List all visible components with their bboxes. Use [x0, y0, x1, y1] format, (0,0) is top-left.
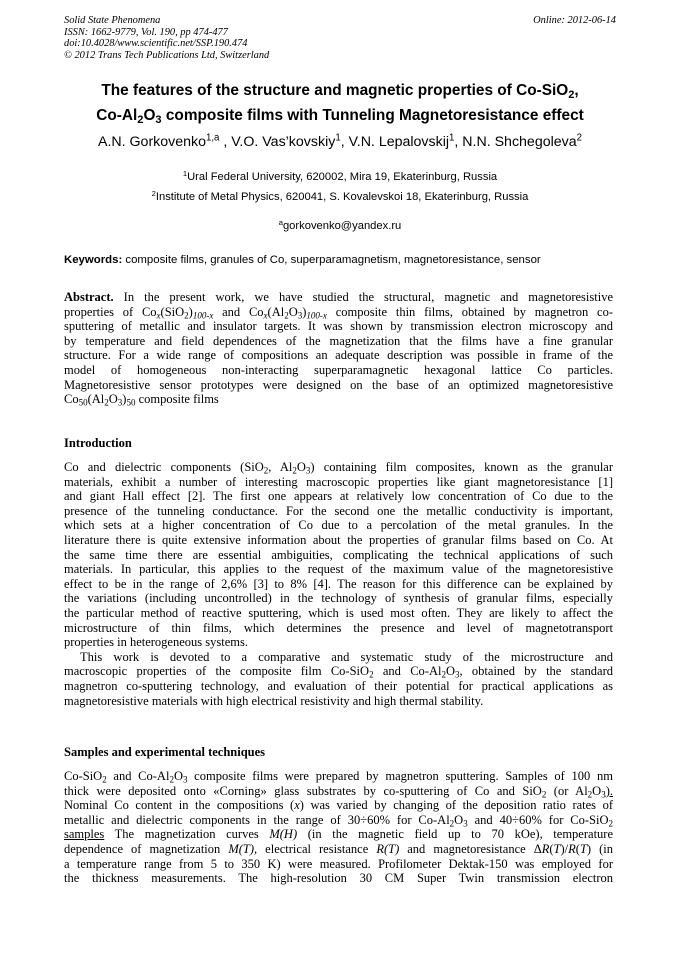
text-line: the same time there are essential ambiguities, complicating the technical applications of such: [64, 547, 613, 562]
text-line: literature there is quite extensive information about the properties of granular films based on Co. At: [64, 532, 613, 547]
author-email[interactable]: $^a$gorkovenko@yandex.ru: [278, 217, 402, 232]
text-line: structure. For a wide range of compositions an adequate description was possible in frame of the: [64, 348, 613, 363]
text-line: dependence of magnetization M(T), electrical resistance R(T) and magnetoresistance ΔR(T)/R(T) (in: [64, 841, 613, 856]
text-line: $Co_{50}(Al_2O_3)_{50}$ composite films: [64, 392, 219, 408]
section-heading-introduction: Introduction: [64, 436, 132, 450]
text-line: effect to be in the range of 2,6% [3] to 8% [4]. The reason for this difference can be explained by: [64, 576, 613, 591]
journal-header: [64, 15, 616, 61]
introduction-paragraph: [64, 460, 613, 708]
journal-name: Solid State Phenomena: [64, 15, 161, 26]
text-line: Co-SiO$_2$ and $Co-Al_2O_3$ composite films were prepared by magnetron sputtering. Samples of 100 nm: [64, 769, 613, 785]
samples-paragraph: [64, 769, 613, 886]
text-line: samples The magnetization curves M(H) (in the magnetic field up to 70 kOe), temperature: [64, 827, 613, 842]
text-line: Magnetoresistive sensor prototypes were designed on the base of an optimized magnetoresistive: [64, 377, 613, 392]
text-line: sputtering of metallic and insulator targets. It was shown by transmission electron microscopy and: [64, 319, 613, 334]
text-line: materials. In particular, this applies to the request of the maximum value of the magnetoresistive: [64, 562, 613, 577]
text-line: the particular method of reactive sputtering, which is used most often. They are likely to affect the: [64, 605, 613, 620]
text-line: model of homogeneous non-interacting superparamagnetic hexagonal lattice Co particles.: [64, 362, 613, 377]
text-line: metallic and dielectric components in the range of 30÷60% for $Co-Al_2O_3$ and 40÷60% for Co-SiO$_2$: [64, 812, 613, 829]
abstract-paragraph: [64, 290, 613, 407]
keywords-label: Keywords:: [64, 254, 123, 266]
text-line: Abstract. In the present work, we have studied the structural, magnetic and magnetoresistive: [64, 290, 613, 304]
text-line: properties of $Co_x(SiO_2)_{100-x}$ and $Co_x(Al_2O_3)_{100-x}$ composite thin films, obtained by magnetron co-: [64, 304, 613, 320]
text-line: thick were deposited onto «Corning» glass substrates by co-sputtering of Co and SiO$_2$ (or $Al_2O_3$).: [64, 783, 613, 799]
text-line: Co and dielectric components (SiO$_2$, $Al_2O_3$) containing film composites, known as the granular: [64, 460, 614, 476]
issn-line: ISSN: 1662-9779, Vol. 190, pp 474-477: [64, 26, 228, 38]
text-line: a temperature range from 5 to 350 K) were measured. Profilometer Dektak-150 was employed for: [64, 856, 613, 871]
affiliation-1: $^1$Ural Federal University, 620002, Mira 19, Ekaterinburg, Russia: [182, 168, 498, 183]
keywords-text: composite films, granules of Co, superparamagnetism, magnetoresistance, sensor: [122, 254, 541, 266]
title-line-2: $Co-Al_2O_3$ composite films with Tunneling Magnetoresistance effect: [96, 107, 584, 126]
text-line: by temperature and field dependences of the magnetization that the films have a fine granular: [64, 333, 613, 348]
text-line: which sets at a higher concentration of Co due to a percolation of the metal granules. In the: [64, 518, 613, 533]
affiliation-2: $^2$Institute of Metal Physics, 620041, S. Kovalevskoi 18, Ekaterinburg, Russia: [151, 188, 529, 203]
text-line: properties in heterogeneous systems.: [64, 635, 248, 650]
text-line: the thickness measurements. The high-resolution 30 CM Super Twin transmission electron: [64, 871, 613, 886]
keywords: [64, 254, 624, 266]
text-line: and giant Hall effect [2]. The first one appears at relatively low concentration of Co due to the: [64, 489, 613, 504]
doi-line: doi:10.4028/www.scientific.net/SSP.190.474: [64, 38, 248, 49]
text-line: microstructure of thin films, which determines the presence and level of magnetotransport: [64, 620, 613, 635]
online-date: Online: 2012-06-14: [533, 15, 616, 26]
author-list: A.N. Gorkovenko$^{1,a}$ , V.O. Vas’kovskiy$^1$, V.N. Lepalovskij$^1$, N.N. Shchegoleva$^2$: [97, 132, 583, 150]
section-heading-samples: Samples and experimental techniques: [64, 745, 266, 759]
text-line: materials, exhibit a number of interesting macroscopic properties like giant magnetoresistance [1]: [64, 474, 613, 489]
copyright-line: © 2012 Trans Tech Publications Ltd, Switzerland: [64, 49, 270, 61]
text-line: magnetoresistive materials with high electrical resistivity and high thermal stability.: [64, 693, 484, 708]
text-line: the variations (including uncontrolled) in the technology of synthesis of granular films, especially: [64, 591, 613, 606]
text-line: presence of the tunneling conductance. For the second one the metallic conductivity is important,: [64, 503, 613, 518]
text-line: magnetron co-sputtering technology, and evaluation of their potential for practical applications as: [64, 678, 613, 693]
text-line: This work is devoted to a comparative and systematic study of the microstructure and: [80, 649, 613, 664]
text-line: Nominal Co content in the compositions (x) was varied by changing of the deposition ratio rates of: [64, 798, 613, 813]
paper-title: [40, 78, 640, 128]
title-line-1: The features of the structure and magnetic properties of Co-SiO$_2$,: [101, 82, 579, 101]
text-line: macroscopic properties of the composite film Co-SiO$_2$ and $Co-Al_2O_3$, obtained by the standard: [64, 664, 613, 680]
